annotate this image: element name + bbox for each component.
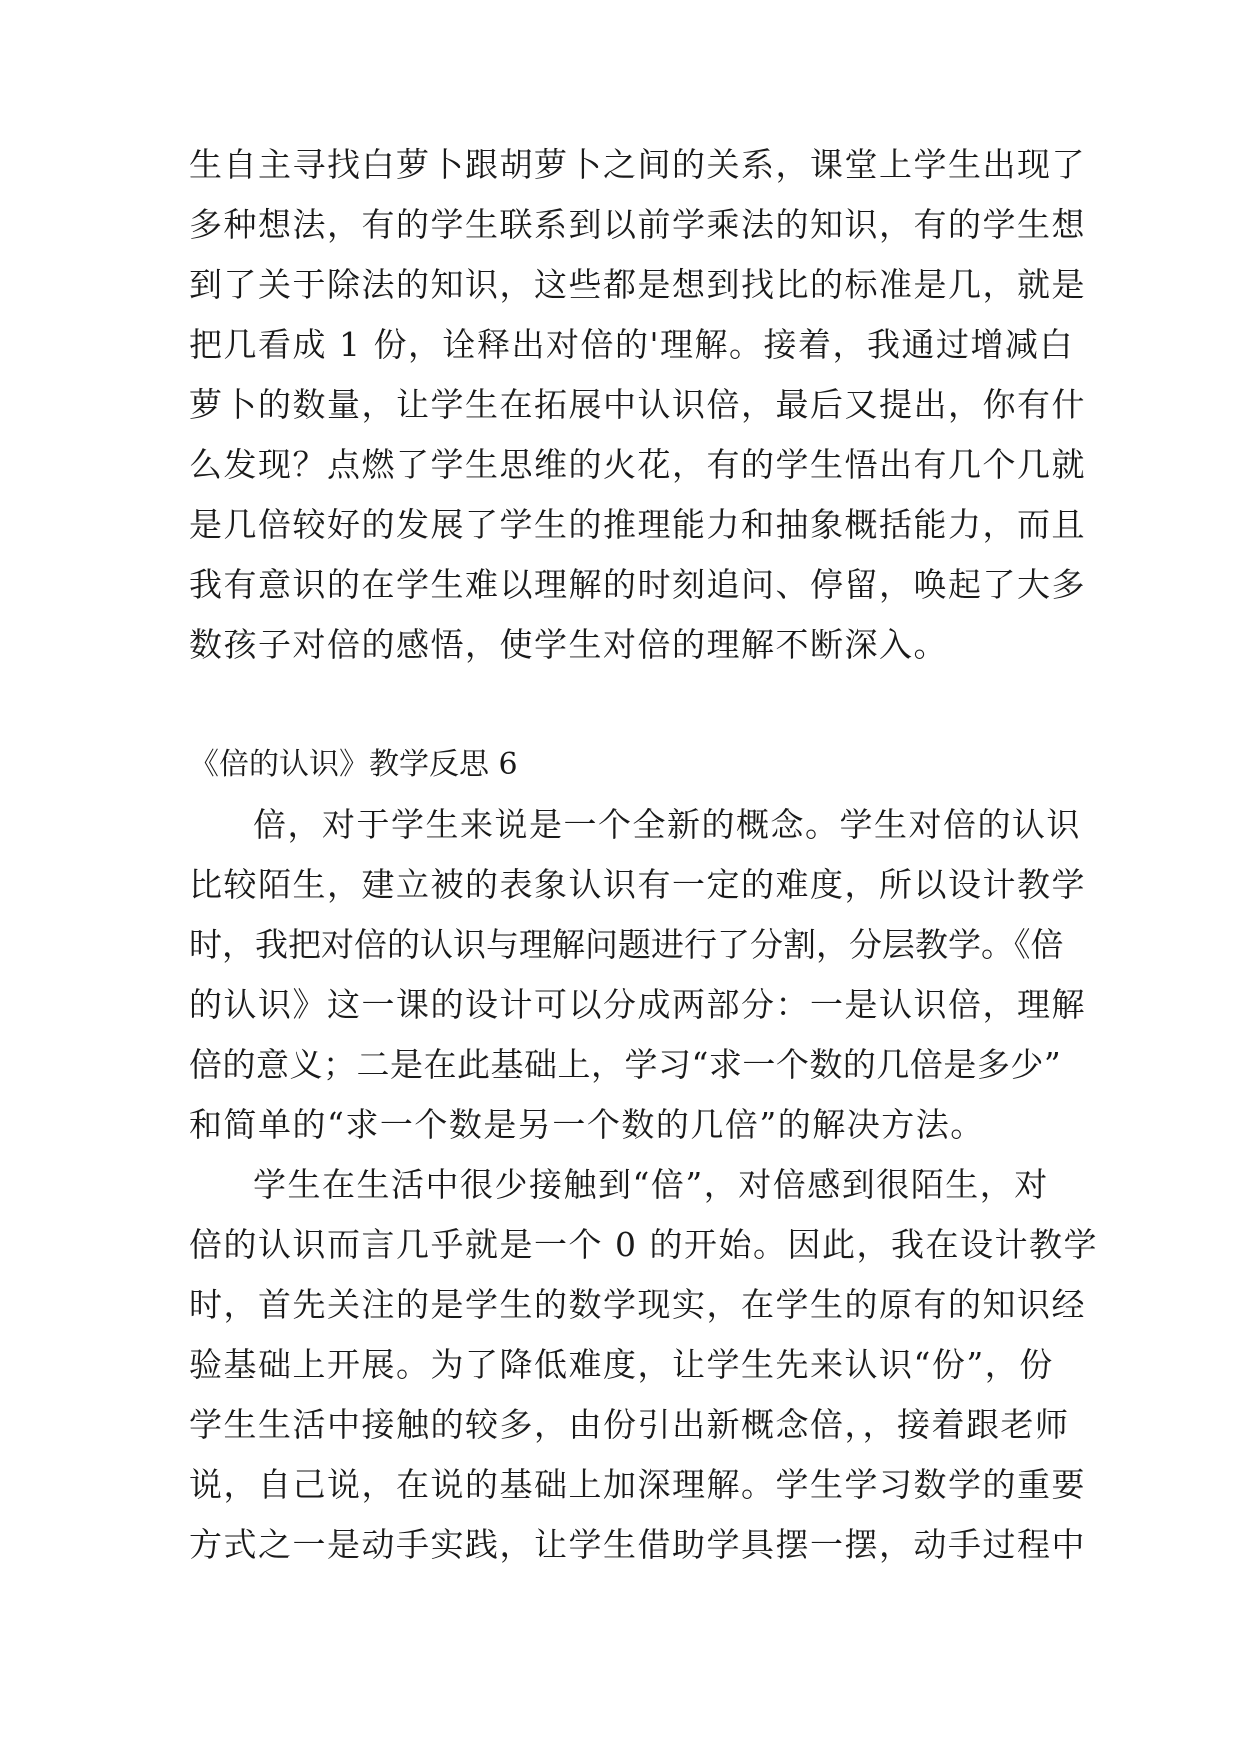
paragraph-line: 数孩子对倍的感悟，使学生对倍的理解不断深入。 xyxy=(189,625,948,664)
section-title: 《倍的认识》教学反思 6 xyxy=(189,747,518,782)
paragraph-line: 验基础上开展。为了降低难度，让学生先来认识“份”，份 xyxy=(189,1345,1054,1384)
paragraph-line: 我有意识的在学生难以理解的时刻追问、停留，唤起了大多 xyxy=(189,565,1086,604)
paragraph-line: 倍，对于学生来说是一个全新的概念。学生对倍的认识 xyxy=(253,805,1081,844)
paragraph-line: 和简单的“求一个数是另一个数的几倍”的解决方法。 xyxy=(189,1105,985,1144)
paragraph-line: 学生生活中接触的较多，由份引出新概念倍，，接着跟老师 xyxy=(189,1405,1070,1444)
paragraph-line: 学生在生活中很少接触到“倍”，对倍感到很陌生，对 xyxy=(253,1165,1049,1204)
paragraph-line: 多种想法，有的学生联系到以前学乘法的知识，有的学生想 xyxy=(189,205,1086,244)
paragraph-line: 说，自己说，在说的基础上加深理解。学生学习数学的重要 xyxy=(189,1465,1086,1504)
paragraph-line: 倍的认识而言几乎就是一个 0 的开始。因此，我在设计教学 xyxy=(189,1225,1098,1264)
paragraph-line: 的认识》这一课的设计可以分成两部分：一是认识倍，理解 xyxy=(189,985,1086,1024)
paragraph-line: 萝卜的数量，让学生在拓展中认识倍，最后又提出，你有什 xyxy=(189,385,1086,424)
paragraph-line: 时，我把对倍的认识与理解问题进行了分割，分层教学。《倍 xyxy=(189,925,1064,964)
paragraph-line: 倍的意义；二是在此基础上，学习“求一个数的几倍是多少” xyxy=(189,1045,1062,1084)
paragraph-line: 是几倍较好的发展了学生的推理能力和抽象概括能力，而且 xyxy=(189,505,1086,544)
paragraph-line: 比较陌生，建立被的表象认识有一定的难度，所以设计教学 xyxy=(189,865,1086,904)
paragraph-line: 时，首先关注的是学生的数学现实，在学生的原有的知识经 xyxy=(189,1285,1086,1324)
paragraph-line: 到了关于除法的知识，这些都是想到找比的标准是几，就是 xyxy=(189,265,1086,304)
paragraph-line: 么发现？点燃了学生思维的火花，有的学生悟出有几个几就 xyxy=(189,445,1086,484)
paragraph-line: 把几看成 1 份，诠释出对倍的'理解。接着，我通过增减白 xyxy=(189,325,1075,364)
paragraph-line: 生自主寻找白萝卜跟胡萝卜之间的关系，课堂上学生出现了 xyxy=(189,145,1086,184)
paragraph-line: 方式之一是动手实践，让学生借助学具摆一摆，动手过程中 xyxy=(189,1525,1086,1564)
